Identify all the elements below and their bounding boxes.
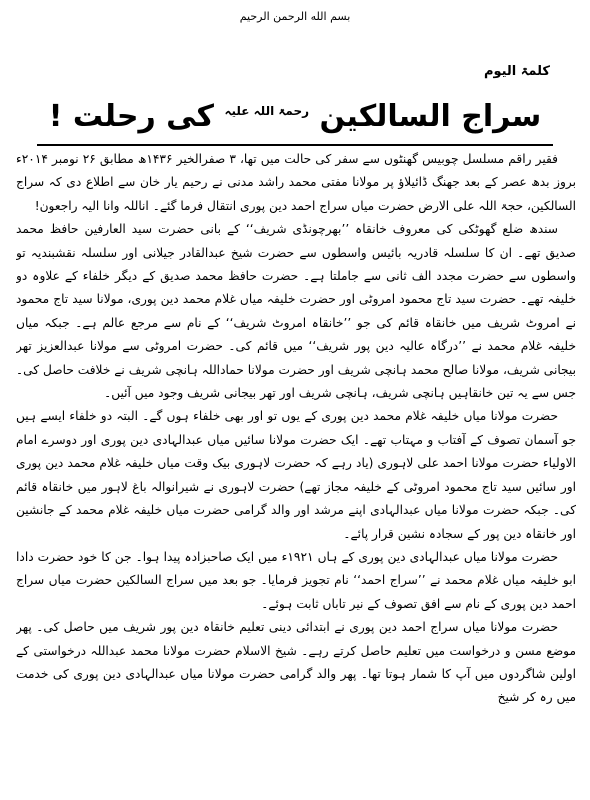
title-honorific: رحمۃ اللہ علیہ xyxy=(224,104,309,118)
title-text xyxy=(37,88,554,146)
title-tail: کی رحلت ! xyxy=(48,99,214,134)
article-title xyxy=(0,88,590,146)
basmala: بسم الله الرحمن الرحيم xyxy=(239,10,351,23)
title-main: سراج السالکین xyxy=(319,99,542,134)
paragraph: حضرت مولانا میاں سراج احمد دین پوری نے ابتدائی دینی تعلیم خانقاہ دین پور شریف میں حاصل کی۔ پھر موضع مسن و درخواست میں تعلیم حاصل کرتے رہے۔ شیخ الاسلام حضرت مولانا محمد عبداللہ درخواستی کے اولین شاگردوں میں آپ کا شمار ہوتا تھا۔ پھر والد گرامی حضرت مولانا میاں عبدالہادی دین پوری کی خدمت میں رہ کر شیخ xyxy=(16,620,576,705)
paragraph: حضرت مولانا میاں خلیفہ غلام محمد دین پوری کے یوں تو اور بھی خلفاء ہوں گے۔ البتہ دو خلفاء ایسے ہیں جو آسمان تصوف کے آفتاب و مہتاب تھے۔ ایک حضرت مولانا سائیں میاں عبدالہادی دین پوری اور دوسرے امام الاولیاء حضرت مولانا احمد علی لاہوری (یاد رہے کہ حضرت لاہوری بیک وقت میاں خلیفہ غلام محمد دین پوری اور سائیں سید تاج محمود امروٹی کے خلیفہ مجاز تھے) حضرت لاہوری نے شیرانوالہ باغ لاہور میں خانقاہ قائم کی۔ جبکہ حضرت مولانا میاں عبدالہادی اپنے مرشد اور والد گرامی حضرت میاں خلیفہ غلام محمد کے جانشین اور خانقاہ دین پور کے سجادہ نشین قرار پائے۔ xyxy=(16,409,576,541)
section-label: کلمۃ الیوم xyxy=(483,64,550,79)
paragraph: فقیر راقم مسلسل چوبیس گھنٹوں سے سفر کی حالت میں تھا، ۳ صفرالخیر ۱۴۳۶ھ مطابق ۲۶ نومبر ۲۰۱۴ء بروز بدھ عصر کے بعد جھنگ ڈائیلاؤ پر مولانا مفتی محمد راشد مدنی نے رحیم یار خان سے اطلاع دی کہ سراج السالکین، حجۃ اللہ علی الارض حضرت میاں سراج احمد دین پوری انتقال فرما گئے۔ اناللہ وانا الیہ راجعون! xyxy=(16,152,576,213)
paragraph: حضرت مولانا میاں عبدالہادی دین پوری کے ہاں ۱۹۲۱ء میں ایک صاحبزادہ پیدا ہوا۔ جن کا خود حضرت دادا ابو خلیفہ میاں غلام محمد نے ’’سراج احمد‘‘ نام تجویز فرمایا۔ جو بعد میں سراج السالکین حضرت میاں سراج احمد دین پوری کے نام سے افق تصوف کے نیر تاباں ثابت ہوئے۔ xyxy=(16,549,576,611)
article-body xyxy=(16,148,576,796)
paragraph: سندھ ضلع گھوٹکی کی معروف خانقاہ ’’بھرچونڈی شریف‘‘ کے بانی حضرت سید العارفین حافظ محمد صدیق تھے۔ ان کا سلسلہ قادریہ بائیس واسطوں سے حضرت شیخ عبدالقادر جیلانی اور سلسلہ نقشبندیہ تو واسطوں سے حضرت مجدد الف ثانی سے جاملتا ہے۔ حضرت حافظ محمد صدیق کے دیگر خلفاء کے علاوہ دو خلیفہ تھے۔ حضرت سید تاج محمود امروٹی اور حضرت خلیفہ میاں غلام محمد دین پوری، مولانا سید تاج محمود نے امروٹ شریف میں خانقاہ قائم کی جو ’’خانقاہ امروٹ شریف‘‘ کے نام سے مرجع عالم ہے۔ جبکہ میاں خلیفہ غلام محمد نے ’’درگاہ عالیہ دین پور شریف‘‘ میں قائم کی۔ حضرت امروٹی سے مولانا عبدالعزیز تھر بیجانی شریف، مولانا صالح محمد ہانچی شریف اور حضرت مولانا حماداللہ ہانچی شریف نے خلافت حاصل کی۔ جس سے یہ تین خانقاہیں ہانچی شریف، ہانچی شریف اور تھر بیجانی شریف وجود میں آئیں۔ xyxy=(16,222,576,401)
